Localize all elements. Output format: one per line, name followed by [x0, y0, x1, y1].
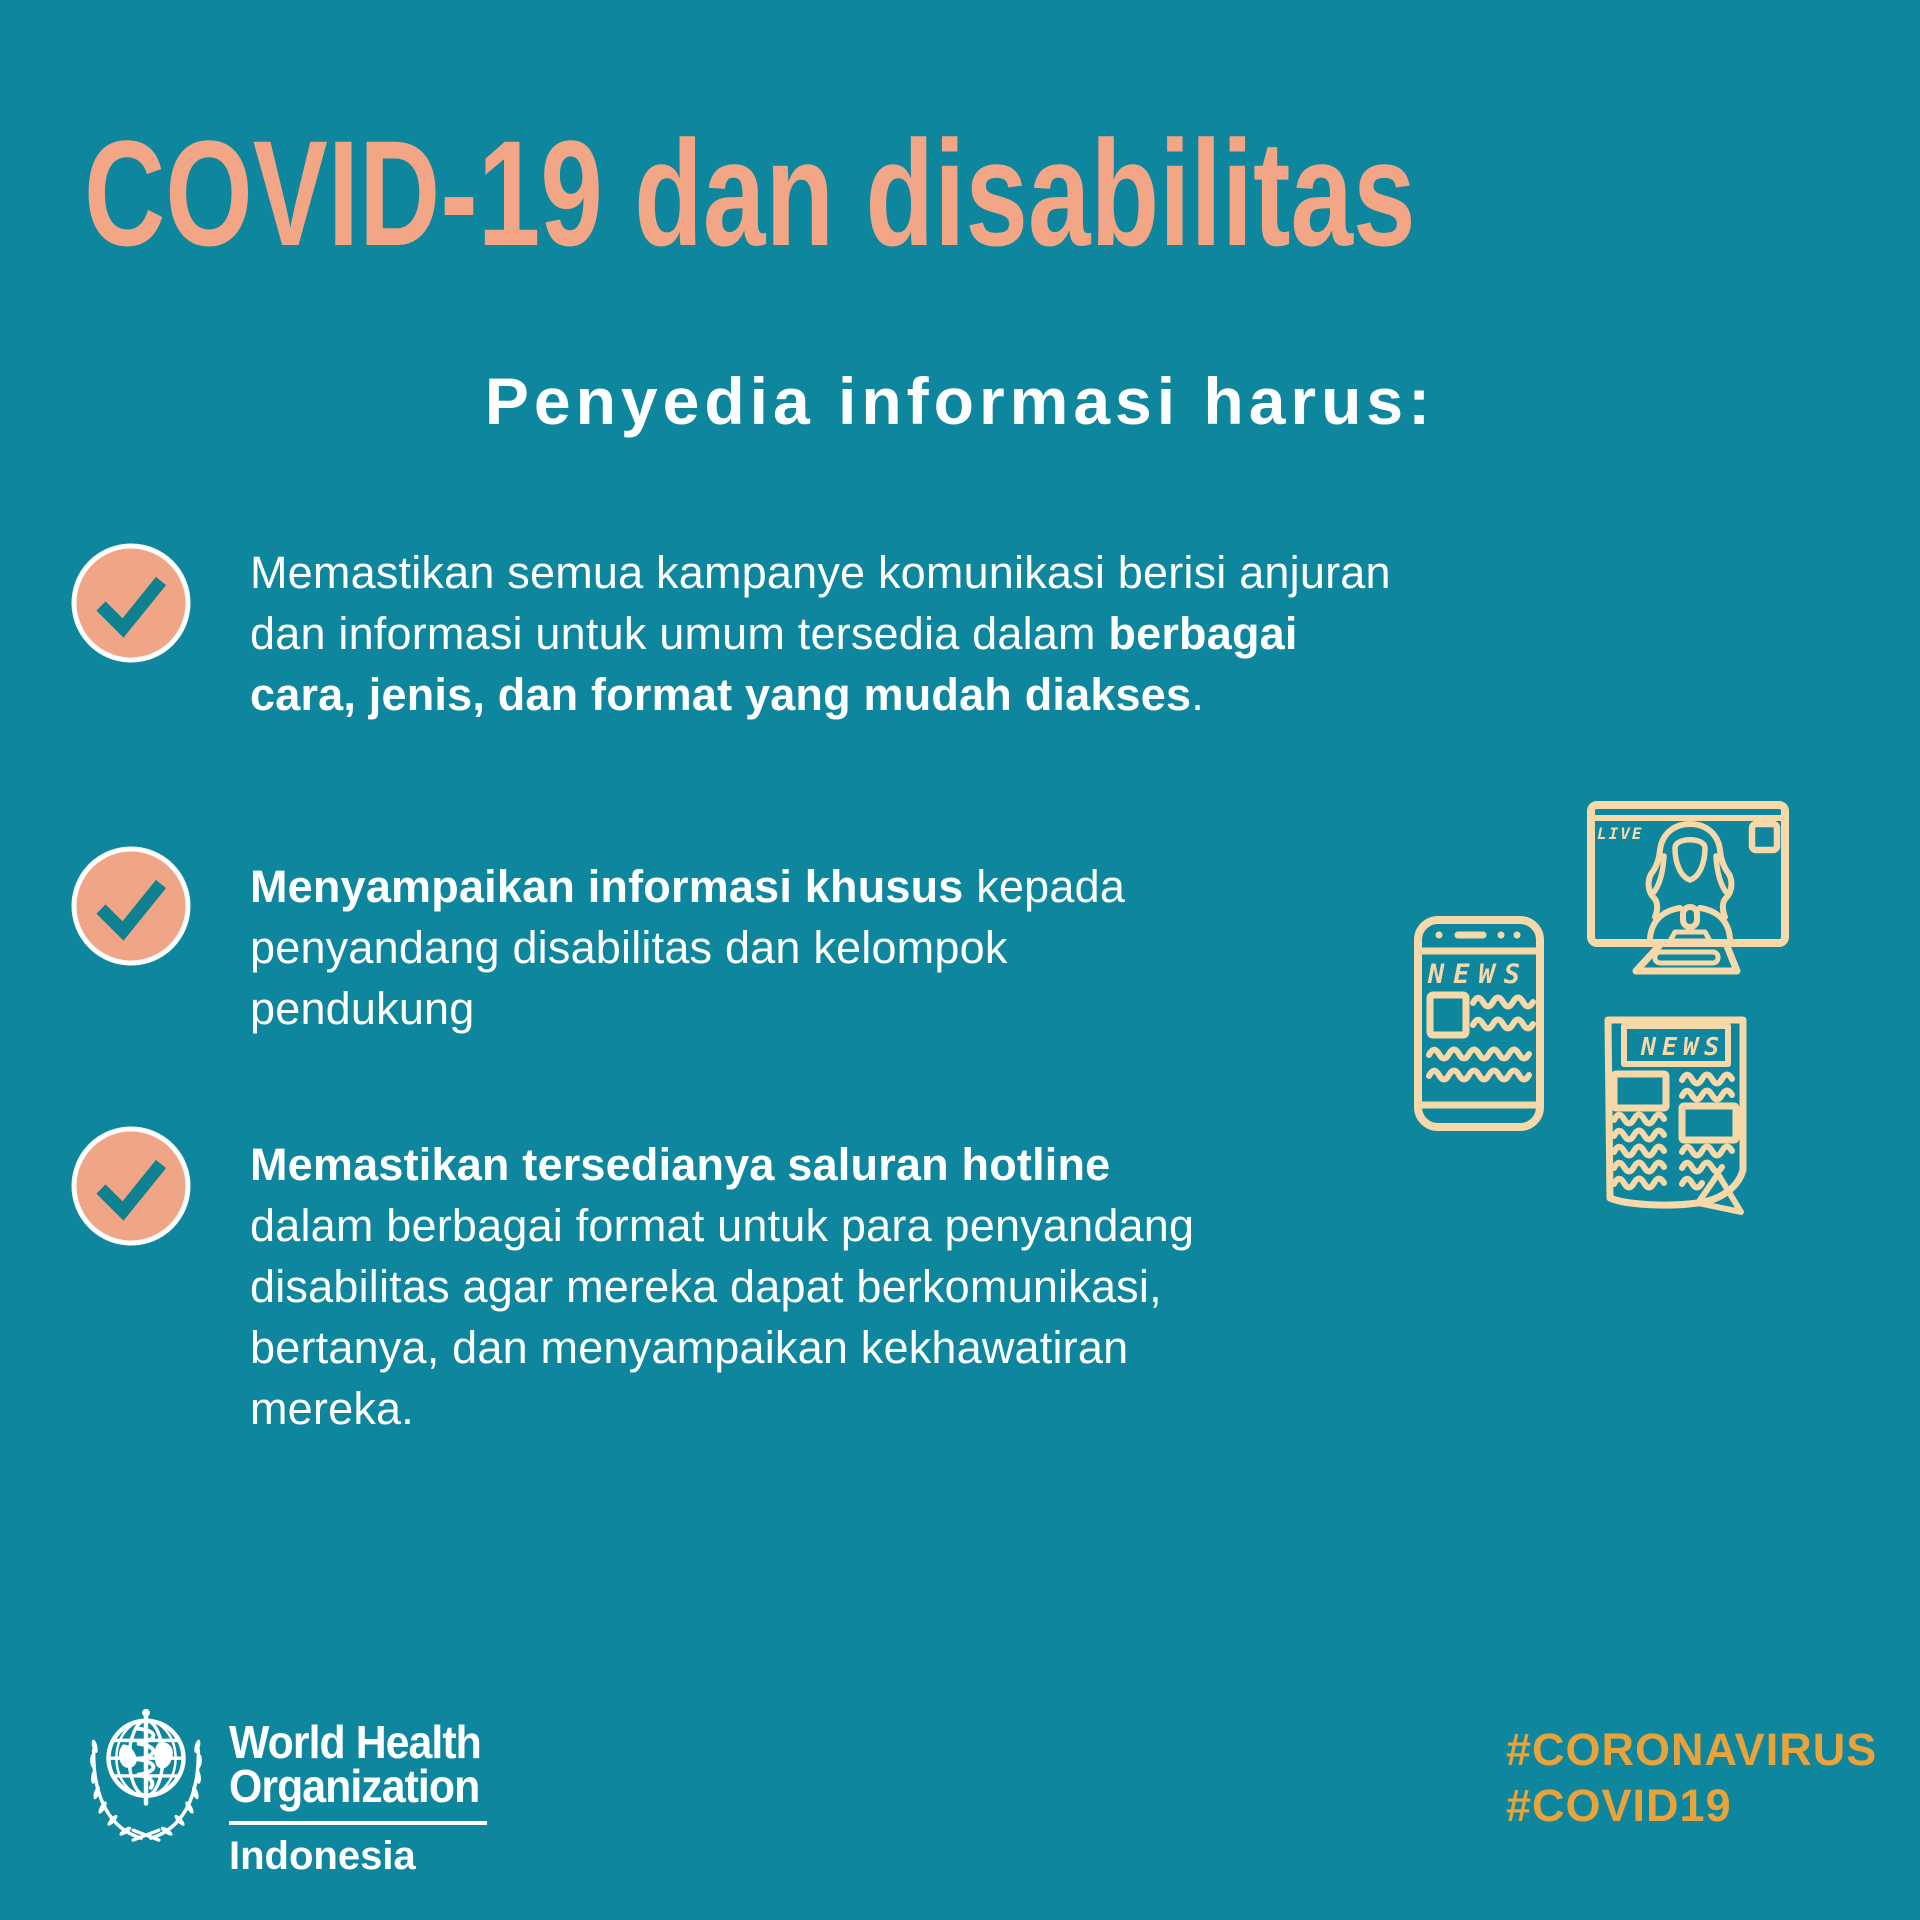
who-name-line1: World Health — [229, 1716, 481, 1768]
checkmark-circle-icon — [70, 845, 192, 967]
bullet-targeted-information: Menyampaikan informasi khusus kepada penyandang disabilitas dan kelompok pendukung — [250, 861, 1126, 1034]
who-name-line2: Organization — [229, 1760, 480, 1812]
newspaper-news-label: NEWS — [1641, 1032, 1726, 1061]
tv-live-label: LIVE — [1597, 824, 1644, 843]
bullet-accessible-formats: Memastikan semua kampanye komunikasi berisi anjuran dan informasi untuk umum tersedia dalam berbagai cara, jenis, dan format yang mudah diakses. — [250, 547, 1391, 720]
page-title: COVID-19 dan disabilitas — [84, 109, 1416, 277]
who-emblem-icon — [72, 1700, 220, 1842]
hashtag-coronavirus: #CORONAVIRUS — [1506, 1724, 1878, 1775]
hashtag-covid19: #COVID19 — [1506, 1780, 1732, 1831]
tv-live-broadcast-icon — [1586, 800, 1790, 975]
who-country: Indonesia — [229, 1834, 416, 1878]
bullet-hotline: Memastikan tersedianya saluran hotline dalam berbagai format untuk para penyandang disabilitas agar mereka dapat berkomunikasi, bertanya, dan menyampaikan kekhawatiran mereka. — [250, 1139, 1195, 1434]
hashtags — [1506, 1722, 1877, 1834]
newspaper-icon — [1598, 1012, 1756, 1224]
who-name — [229, 1716, 481, 1812]
who-logo-text — [229, 1716, 500, 1878]
page-subtitle: Penyedia informasi harus: — [484, 364, 1436, 438]
phone-news-icon — [1413, 915, 1545, 1132]
phone-news-label: NEWS — [1428, 959, 1530, 990]
who-divider — [229, 1821, 487, 1825]
checkmark-circle-icon — [70, 1125, 192, 1247]
checkmark-circle-icon — [70, 542, 192, 664]
